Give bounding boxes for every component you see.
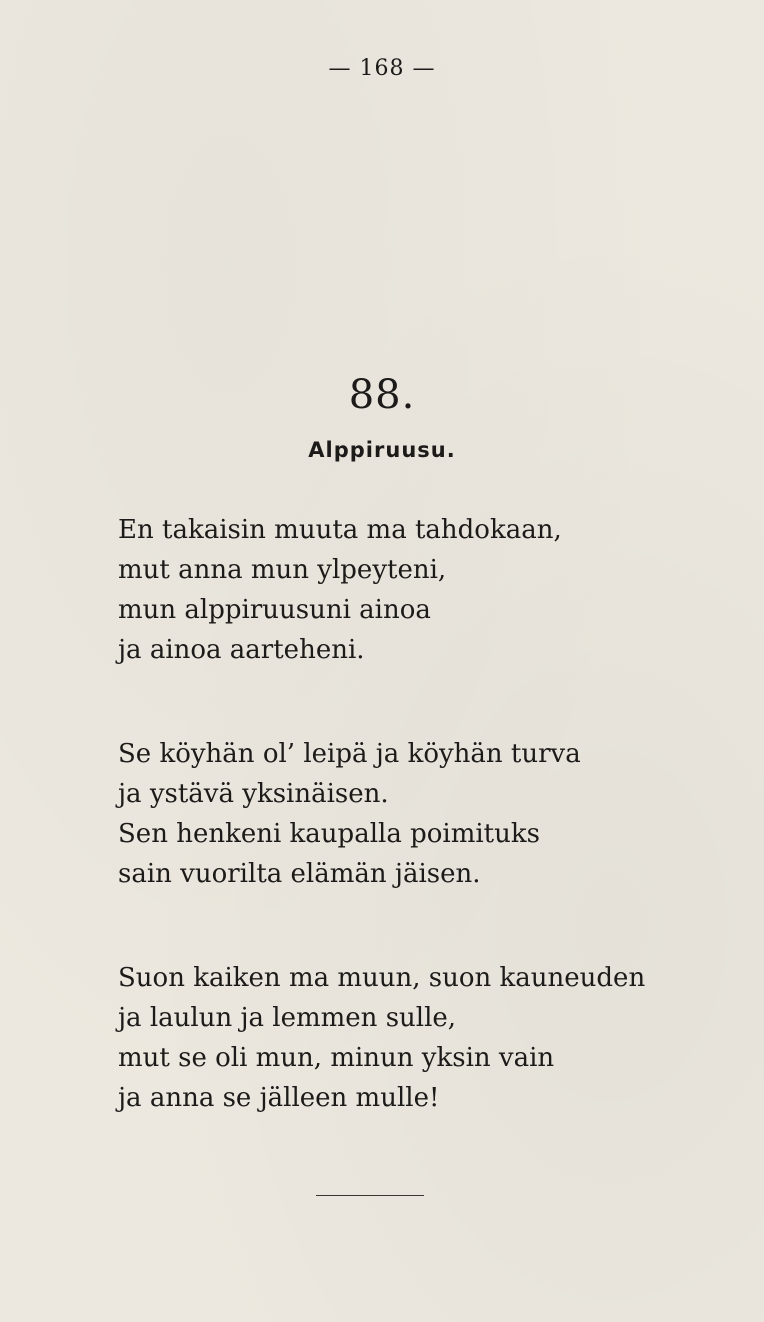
stanza-1	[118, 510, 678, 670]
stanza-line: Se köyhän ol’ leipä ja köyhän turva	[118, 739, 581, 769]
stanza-line: ja ainoa aarteheni.	[118, 635, 365, 665]
stanza-line: ja laulun ja lemmen sulle,	[118, 1003, 457, 1033]
poem-number: 88.	[348, 372, 416, 418]
poem-title: Alppiruusu.	[308, 438, 456, 462]
stanza-line: mut anna mun ylpeyteni,	[118, 555, 447, 585]
stanza-line: ja ystävä yksinäisen.	[118, 779, 389, 809]
stanza-3	[118, 958, 678, 1118]
stanza-line: Sen henkeni kaupalla poimituks	[118, 819, 540, 849]
stanza-line: sain vuorilta elämän jäisen.	[118, 859, 481, 889]
stanza-2	[118, 734, 678, 894]
stanza-line: mun alppiruusuni ainoa	[118, 595, 431, 625]
page-number: — 168 —	[328, 56, 436, 81]
stanza-line: En takaisin muuta ma tahdokaan,	[118, 515, 562, 545]
end-divider	[316, 1195, 424, 1196]
stanza-line: ja anna se jälleen mulle!	[118, 1083, 440, 1113]
stanza-line: Suon kaiken ma muun, suon kauneuden	[118, 963, 646, 993]
stanza-line: mut se oli mun, minun yksin vain	[118, 1043, 555, 1073]
